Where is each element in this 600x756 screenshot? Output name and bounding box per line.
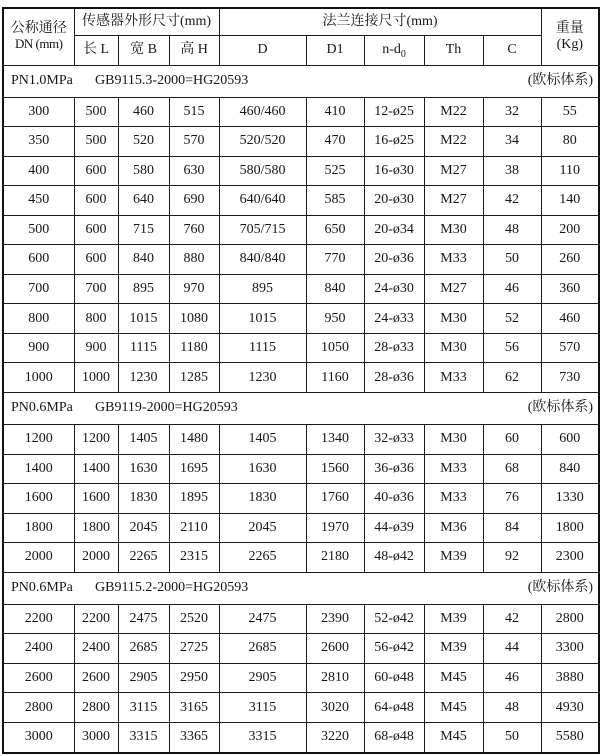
cell: 80 xyxy=(541,127,599,157)
cell: 62 xyxy=(483,363,541,393)
section-cell xyxy=(3,65,599,97)
cell: 52-ø42 xyxy=(364,604,424,634)
cell: 3220 xyxy=(306,722,364,753)
cell: 20-ø30 xyxy=(364,186,424,216)
table-row xyxy=(3,97,599,127)
cell: M22 xyxy=(424,97,483,127)
cell: 700 xyxy=(3,274,74,304)
cell: 1970 xyxy=(306,513,364,543)
cell: 515 xyxy=(169,97,219,127)
cell: 1405 xyxy=(219,424,306,454)
cell: 1285 xyxy=(169,363,219,393)
cell: 3300 xyxy=(541,634,599,664)
table-body xyxy=(3,65,599,753)
cell: M33 xyxy=(424,363,483,393)
cell: 48-ø42 xyxy=(364,543,424,573)
cell: 200 xyxy=(541,215,599,245)
section-standard-label: GB9119-2000=HG20593 xyxy=(95,400,238,416)
cell: 1630 xyxy=(219,454,306,484)
cell: 2475 xyxy=(118,604,169,634)
cell: 715 xyxy=(118,215,169,245)
cell: 1160 xyxy=(306,363,364,393)
cell: 600 xyxy=(541,424,599,454)
cell: 840 xyxy=(118,245,169,275)
cell: 460 xyxy=(118,97,169,127)
cell: 840/840 xyxy=(219,245,306,275)
cell: 2000 xyxy=(74,543,118,573)
cell: 1800 xyxy=(541,513,599,543)
cell: 2000 xyxy=(3,543,74,573)
section-cell xyxy=(3,392,599,424)
cell: 2800 xyxy=(541,604,599,634)
cell: 2475 xyxy=(219,604,306,634)
cell: 1000 xyxy=(3,363,74,393)
cell: 1560 xyxy=(306,454,364,484)
cell: 1000 xyxy=(74,363,118,393)
cell: 690 xyxy=(169,186,219,216)
cell: 2400 xyxy=(74,634,118,664)
cell: 700 xyxy=(74,274,118,304)
cell: 1405 xyxy=(118,424,169,454)
cell: M27 xyxy=(424,274,483,304)
cell: 950 xyxy=(306,304,364,334)
cell: 350 xyxy=(3,127,74,157)
cell: 600 xyxy=(74,186,118,216)
cell: 410 xyxy=(306,97,364,127)
cell: 460/460 xyxy=(219,97,306,127)
cell: 46 xyxy=(483,274,541,304)
cell: 3115 xyxy=(219,693,306,723)
cell: 585 xyxy=(306,186,364,216)
table-row xyxy=(3,215,599,245)
cell: 12-ø25 xyxy=(364,97,424,127)
col-group-flange-dimensions: 法兰连接尺寸(mm) xyxy=(219,8,541,35)
cell: 2800 xyxy=(74,693,118,723)
cell: 46 xyxy=(483,663,541,693)
cell: M45 xyxy=(424,722,483,753)
cell: 55 xyxy=(541,97,599,127)
cell: M27 xyxy=(424,156,483,186)
cell: 2390 xyxy=(306,604,364,634)
cell: 500 xyxy=(74,127,118,157)
cell: 1015 xyxy=(118,304,169,334)
cell: 460 xyxy=(541,304,599,334)
cell: 16-ø25 xyxy=(364,127,424,157)
cell: 2685 xyxy=(219,634,306,664)
cell: 1200 xyxy=(3,424,74,454)
cell: 16-ø30 xyxy=(364,156,424,186)
cell: 760 xyxy=(169,215,219,245)
cell: 3000 xyxy=(3,722,74,753)
cell: 1200 xyxy=(74,424,118,454)
section-pressure-label: PN0.6MPa xyxy=(11,580,73,596)
section-cell xyxy=(3,572,599,604)
cell: M33 xyxy=(424,454,483,484)
cell: 2950 xyxy=(169,663,219,693)
cell: M45 xyxy=(424,663,483,693)
cell: 2810 xyxy=(306,663,364,693)
cell: 3020 xyxy=(306,693,364,723)
cell: 600 xyxy=(74,245,118,275)
cell: 2045 xyxy=(118,513,169,543)
cell: 3000 xyxy=(74,722,118,753)
cell: 1400 xyxy=(3,454,74,484)
cell: 2600 xyxy=(74,663,118,693)
cell: 640/640 xyxy=(219,186,306,216)
cell: 140 xyxy=(541,186,599,216)
cell: 1800 xyxy=(74,513,118,543)
cell: 470 xyxy=(306,127,364,157)
cell: 52 xyxy=(483,304,541,334)
cell: 24-ø33 xyxy=(364,304,424,334)
cell: 970 xyxy=(169,274,219,304)
cell: 1015 xyxy=(219,304,306,334)
cell: 1230 xyxy=(219,363,306,393)
cell: 42 xyxy=(483,186,541,216)
cell: M39 xyxy=(424,634,483,664)
cell: 32 xyxy=(483,97,541,127)
cell: 570 xyxy=(169,127,219,157)
cell: 1400 xyxy=(74,454,118,484)
table-row xyxy=(3,127,599,157)
cell: 580/580 xyxy=(219,156,306,186)
cell: 1115 xyxy=(219,333,306,363)
section-row xyxy=(3,392,599,424)
cell: 2265 xyxy=(219,543,306,573)
table-row xyxy=(3,156,599,186)
section-note-label: (欧标体系) xyxy=(527,400,594,416)
cell: 44-ø39 xyxy=(364,513,424,543)
cell: 2685 xyxy=(118,634,169,664)
cell: M27 xyxy=(424,186,483,216)
cell: M45 xyxy=(424,693,483,723)
table-row xyxy=(3,604,599,634)
cell: 900 xyxy=(74,333,118,363)
col-group-sensor-dimensions: 传感器外形尺寸(mm) xyxy=(74,8,219,35)
cell: 2180 xyxy=(306,543,364,573)
cell: 20-ø34 xyxy=(364,215,424,245)
cell: 570 xyxy=(541,333,599,363)
table-row xyxy=(3,363,599,393)
cell: 705/715 xyxy=(219,215,306,245)
cell: 3315 xyxy=(219,722,306,753)
cell: 48 xyxy=(483,693,541,723)
cell: 84 xyxy=(483,513,541,543)
cell: M30 xyxy=(424,424,483,454)
table-row xyxy=(3,333,599,363)
cell: 770 xyxy=(306,245,364,275)
table-row xyxy=(3,634,599,664)
cell: 730 xyxy=(541,363,599,393)
cell: M36 xyxy=(424,513,483,543)
nd0-subscript: 0 xyxy=(400,48,406,60)
cell: 68-ø48 xyxy=(364,722,424,753)
section-standard-label: GB9115.2-2000=HG20593 xyxy=(95,580,249,596)
table-row xyxy=(3,424,599,454)
section-row xyxy=(3,572,599,604)
col-header-width: 宽 B xyxy=(118,35,169,65)
header-row-groups xyxy=(3,8,599,35)
cell: 68 xyxy=(483,454,541,484)
cell: 260 xyxy=(541,245,599,275)
cell: 2265 xyxy=(118,543,169,573)
cell: 42 xyxy=(483,604,541,634)
cell: 880 xyxy=(169,245,219,275)
spec-table xyxy=(2,7,600,754)
cell: 3315 xyxy=(118,722,169,753)
cell: 450 xyxy=(3,186,74,216)
cell: 520 xyxy=(118,127,169,157)
cell: 800 xyxy=(3,304,74,334)
cell: 1760 xyxy=(306,484,364,514)
col-header-d1: D1 xyxy=(306,35,364,65)
cell: 1800 xyxy=(3,513,74,543)
cell: 3115 xyxy=(118,693,169,723)
cell: 650 xyxy=(306,215,364,245)
cell: 2905 xyxy=(118,663,169,693)
dn-unit: DN (mm) xyxy=(15,36,63,52)
cell: 1695 xyxy=(169,454,219,484)
cell: 40-ø36 xyxy=(364,484,424,514)
col-header-th: Th xyxy=(424,35,483,65)
cell: 44 xyxy=(483,634,541,664)
cell: 56 xyxy=(483,333,541,363)
table-row xyxy=(3,304,599,334)
col-header-d: D xyxy=(219,35,306,65)
cell: 895 xyxy=(219,274,306,304)
cell: 2600 xyxy=(3,663,74,693)
header-row-columns xyxy=(3,35,599,65)
table-row xyxy=(3,722,599,753)
cell: 600 xyxy=(74,156,118,186)
cell: M39 xyxy=(424,604,483,634)
cell: 76 xyxy=(483,484,541,514)
table-row xyxy=(3,513,599,543)
cell: 2045 xyxy=(219,513,306,543)
cell: 5580 xyxy=(541,722,599,753)
cell: 2200 xyxy=(3,604,74,634)
cell: 3365 xyxy=(169,722,219,753)
cell: 500 xyxy=(74,97,118,127)
cell: 1630 xyxy=(118,454,169,484)
cell: 60 xyxy=(483,424,541,454)
section-note-label: (欧标体系) xyxy=(527,72,594,88)
cell: 4930 xyxy=(541,693,599,723)
cell: 640 xyxy=(118,186,169,216)
cell: 2725 xyxy=(169,634,219,664)
cell: 60-ø48 xyxy=(364,663,424,693)
cell: 50 xyxy=(483,722,541,753)
table-row xyxy=(3,484,599,514)
table-row xyxy=(3,543,599,573)
table-header xyxy=(3,8,599,65)
cell: M33 xyxy=(424,245,483,275)
cell: 895 xyxy=(118,274,169,304)
cell: M22 xyxy=(424,127,483,157)
cell: 28-ø33 xyxy=(364,333,424,363)
section-pressure-label: PN1.0MPa xyxy=(11,72,73,88)
cell: 2520 xyxy=(169,604,219,634)
cell: 92 xyxy=(483,543,541,573)
cell: 56-ø42 xyxy=(364,634,424,664)
cell: 520/520 xyxy=(219,127,306,157)
cell: M30 xyxy=(424,215,483,245)
cell: 840 xyxy=(306,274,364,304)
cell: M30 xyxy=(424,304,483,334)
cell: 2300 xyxy=(541,543,599,573)
cell: 300 xyxy=(3,97,74,127)
cell: 2905 xyxy=(219,663,306,693)
col-header-dn xyxy=(3,8,74,65)
cell: 110 xyxy=(541,156,599,186)
dn-title: 公称通径 xyxy=(10,21,67,37)
cell: 630 xyxy=(169,156,219,186)
cell: 64-ø48 xyxy=(364,693,424,723)
cell: 2315 xyxy=(169,543,219,573)
cell: 20-ø36 xyxy=(364,245,424,275)
table-row xyxy=(3,454,599,484)
cell: 1050 xyxy=(306,333,364,363)
section-row xyxy=(3,65,599,97)
cell: 32-ø33 xyxy=(364,424,424,454)
table-row xyxy=(3,693,599,723)
table-row xyxy=(3,274,599,304)
weight-title: 重量 xyxy=(555,20,584,36)
cell: 2400 xyxy=(3,634,74,664)
cell: 580 xyxy=(118,156,169,186)
cell: 1180 xyxy=(169,333,219,363)
col-header-length: 长 L xyxy=(74,35,118,65)
cell: 38 xyxy=(483,156,541,186)
cell: M33 xyxy=(424,484,483,514)
cell: 28-ø36 xyxy=(364,363,424,393)
cell: 1600 xyxy=(3,484,74,514)
cell: M39 xyxy=(424,543,483,573)
cell: 1230 xyxy=(118,363,169,393)
cell: 600 xyxy=(3,245,74,275)
cell: 3880 xyxy=(541,663,599,693)
table-row xyxy=(3,245,599,275)
cell: 2110 xyxy=(169,513,219,543)
cell: 1115 xyxy=(118,333,169,363)
cell: 1895 xyxy=(169,484,219,514)
cell: 1080 xyxy=(169,304,219,334)
cell: 3165 xyxy=(169,693,219,723)
cell: 1830 xyxy=(219,484,306,514)
col-header-height: 高 H xyxy=(169,35,219,65)
cell: 1480 xyxy=(169,424,219,454)
cell: 400 xyxy=(3,156,74,186)
col-header-c: C xyxy=(483,35,541,65)
section-pressure-label: PN0.6MPa xyxy=(11,400,73,416)
cell: 34 xyxy=(483,127,541,157)
cell: 24-ø30 xyxy=(364,274,424,304)
cell: 1830 xyxy=(118,484,169,514)
cell: 1340 xyxy=(306,424,364,454)
cell: 1600 xyxy=(74,484,118,514)
cell: 48 xyxy=(483,215,541,245)
col-header-nd0: $n-d_0$ xyxy=(364,35,424,65)
cell: 360 xyxy=(541,274,599,304)
weight-unit: (Kg) xyxy=(556,36,584,52)
cell: 2800 xyxy=(3,693,74,723)
cell: 525 xyxy=(306,156,364,186)
section-note-label: (欧标体系) xyxy=(527,580,594,596)
cell: 2600 xyxy=(306,634,364,664)
col-header-weight xyxy=(541,8,599,65)
cell: 800 xyxy=(74,304,118,334)
table-row xyxy=(3,663,599,693)
cell: M30 xyxy=(424,333,483,363)
cell: 50 xyxy=(483,245,541,275)
table-row xyxy=(3,186,599,216)
cell: 36-ø36 xyxy=(364,454,424,484)
section-standard-label: GB9115.3-2000=HG20593 xyxy=(95,72,249,88)
cell: 840 xyxy=(541,454,599,484)
cell: 900 xyxy=(3,333,74,363)
cell: 2200 xyxy=(74,604,118,634)
cell: 600 xyxy=(74,215,118,245)
cell: 500 xyxy=(3,215,74,245)
cell: 1330 xyxy=(541,484,599,514)
